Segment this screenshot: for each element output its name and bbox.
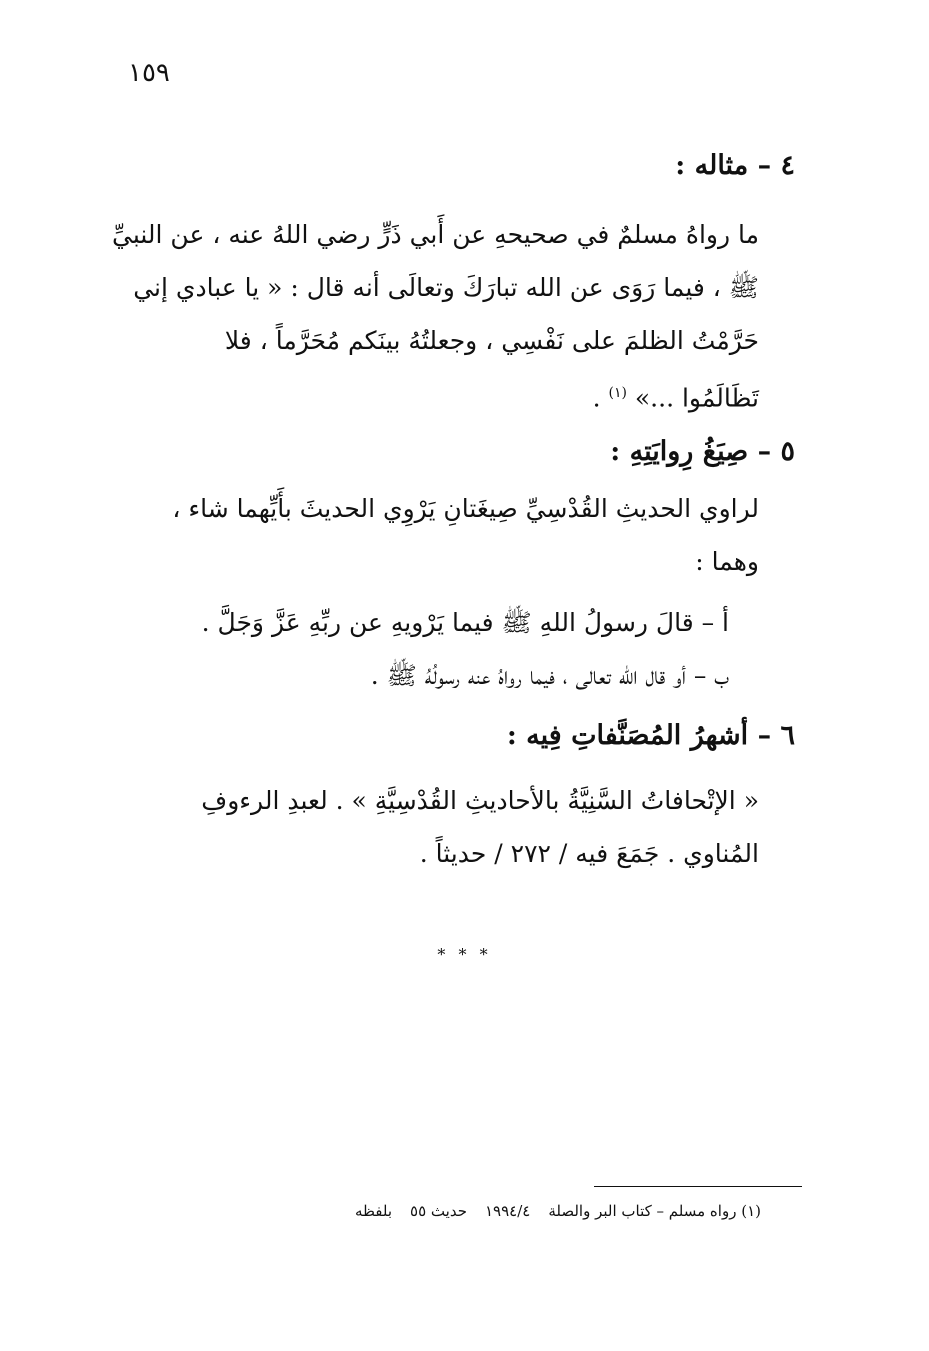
section-4-line-3: حَرَّمْتُ الظلمَ على نَفْسِي ، وجعلتُهُ بينَكم مُحَرَّماً ، فلا (224, 326, 759, 355)
section-4-heading: ٤ – مثاله : (675, 150, 795, 181)
page-number: ١٥٩ (128, 58, 170, 88)
footnote-note: بلفظه (354, 1202, 393, 1220)
section-5-item-a: أ – قالَ رسولُ اللهِ ﷺ فيما يَرْويهِ عن ربِّهِ عَزَّ وَجَلَّ . (201, 608, 729, 637)
section-5-line-2: وهما : (695, 547, 759, 576)
section-5-line-1: لراوي الحديثِ القُدْسِيِّ صِيغَتانِ يَرْوِي الحديثَ بأَيِّهما شاء ، (172, 494, 759, 523)
footnote-hadith-number: حديث ٥٥ (410, 1202, 467, 1220)
section-4-line-2: ﷺ ، فيما رَوَى عن الله تبارَكَ وتعالَى أنه قال : « يا عبادي إني (133, 273, 759, 302)
section-6-heading: ٦ – أشهرُ المُصَنَّفاتِ فِيه : (506, 720, 795, 751)
section-5-list (169, 596, 729, 702)
section-4-line-4-end: . (592, 383, 609, 413)
section-6-body (99, 774, 759, 880)
section-6-line-1: « الإتْحافاتُ السَّنِيَّةُ بالأحاديثِ القُدْسِيَّةِ » . لعبدِ الرءوفِ (201, 786, 759, 815)
footnote-source: (١) رواه مسلم – كتاب البر والصلة (548, 1202, 761, 1220)
footnote-volume-page: ١٩٩٤/٤ (484, 1202, 531, 1220)
section-4-body (99, 208, 759, 424)
footnote-reference: (١) (608, 385, 627, 401)
section-4-line-4 (99, 367, 759, 424)
footnote-divider (594, 1186, 802, 1187)
section-separator: * * * (437, 945, 492, 964)
section-5-body (99, 482, 759, 588)
section-5-heading: ٥ – صِيَغُ رِوايَتِهِ : (610, 436, 795, 467)
section-6-line-2: المُناوي . جَمَعَ فيه / ٢٧٢ / حديثاً . (419, 839, 759, 868)
footnote (355, 1202, 761, 1220)
section-5-item-b: ب – أو قال الله تعالى ، فيما رواهُ عنه رسولُهُ ﷺ . (370, 661, 729, 690)
section-4-line-4-text: تَظَالَمُوا ...» (634, 383, 759, 413)
section-4-line-1: ما رواهُ مسلمٌ في صحيحهِ عن أَبي ذَرٍّ رضي اللهُ عنه ، عن النبيِّ (112, 220, 759, 249)
